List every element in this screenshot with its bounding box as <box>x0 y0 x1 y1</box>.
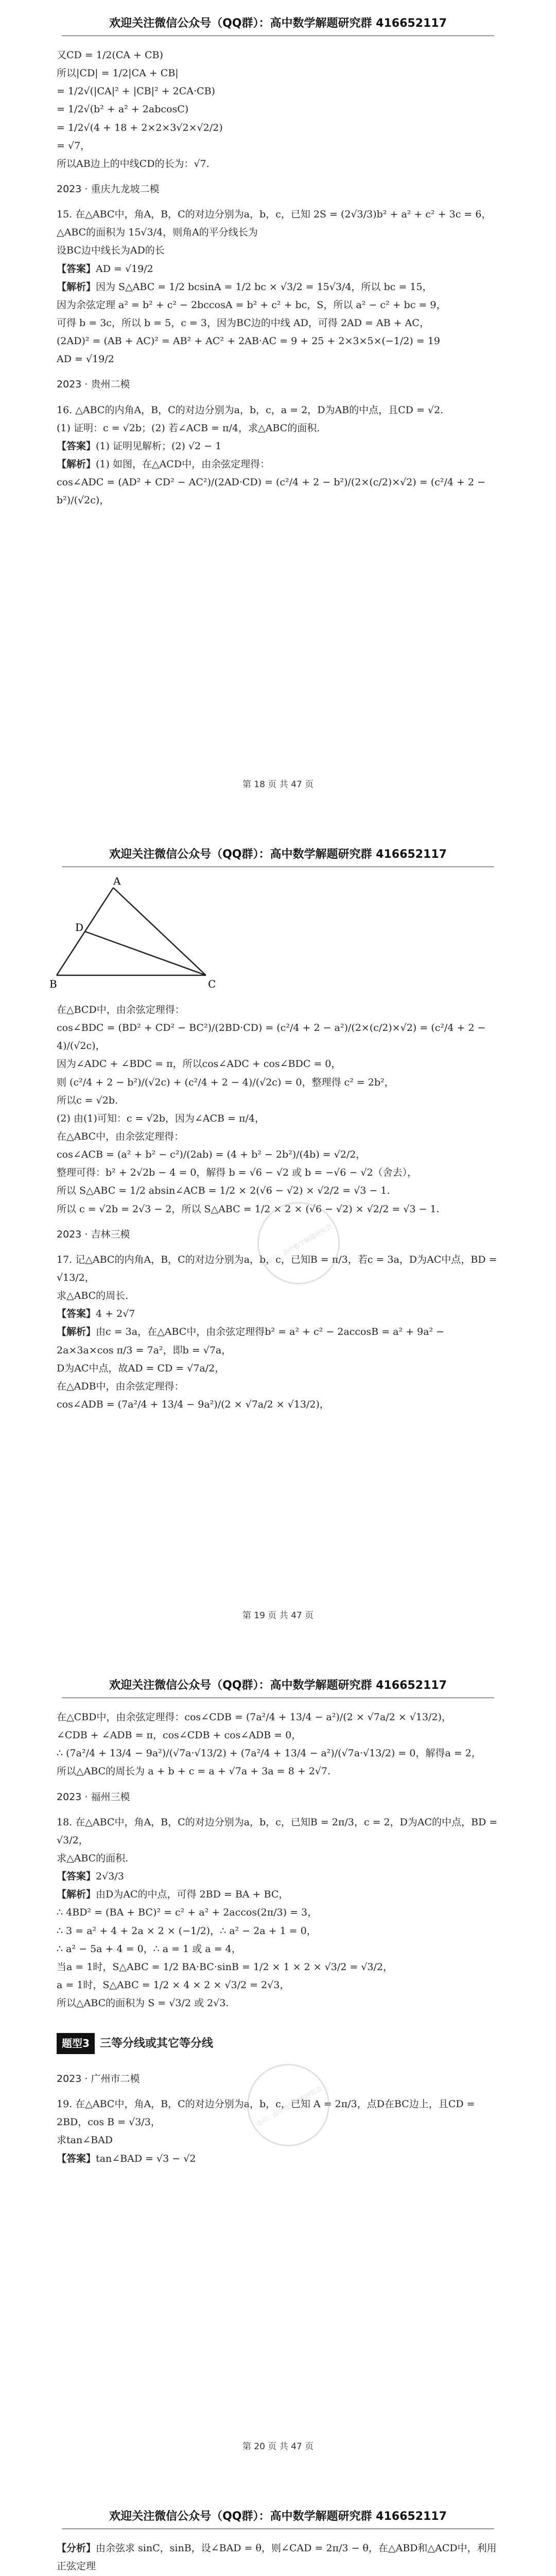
page-footer: 第 18 页 共 47 页 <box>242 779 314 790</box>
document-page-3 <box>0 1662 556 2493</box>
text-line: = 1/2√(|CA|² + |CB|² + 2CA·CB) <box>57 86 215 97</box>
page-content <box>57 2539 499 2576</box>
answer-line: 【解析】由D为AC的中点，可得 2BD = BA + BC， <box>57 1889 289 1901</box>
text-line: 19. 在△ABC中，角A，B，C的对边分别为a，b，c，已知 A = 2π/3，点D在BC边上，且CD = 2BD，cos B = √3/3， <box>57 2098 475 2128</box>
document-page-2 <box>0 831 556 1662</box>
text-line: (2AD)² = (AB + AC)² = AB² + AC² + 2AB·AC = 9 + 25 + 2×3×5×(−1/2) = 19 <box>57 335 440 347</box>
text-line: ∴ 4BD² = (BA + BC)² = c² + a² + 2accos(2π/3) = 3， <box>57 1907 318 1919</box>
document-page-1 <box>0 0 556 831</box>
text-line: 又CD = 1/2(CA + CB) <box>57 49 163 61</box>
page-content <box>57 46 499 510</box>
page-header: 欢迎关注微信公众号（QQ群）：高中数学解题研究群 416652117 <box>62 845 494 867</box>
figure-label-b: B <box>49 978 57 990</box>
text-line: 所以△ABC的周长为 a + b + c = a + √7a + 3a = 8 + 2√7. <box>57 1766 331 1777</box>
source-line: 2023 · 贵州二模 <box>57 379 130 391</box>
watermark-stamp: 众号：高中数学解题研究会 <box>242 1187 355 1300</box>
text-line: ∴ a² − 5a + 4 = 0，∴ a = 1 或 a = 4， <box>57 1943 241 1955</box>
text-line: 所以|CD| = 1/2|CA + CB| <box>57 67 179 79</box>
text-line: = 1/2√(4 + 18 + 2×2×3√2×√2/2) <box>57 122 223 133</box>
topic-heading <box>57 2033 499 2055</box>
answer-line: 【解析】由c = 3a，在△ABC中，由余弦定理得b² = a² + c² − 2accosB = a² + 9a² − 2a×3a×cos π/3 = 7a²，即b = √7a， <box>57 1326 445 1356</box>
blank-line <box>57 368 499 376</box>
answer-line: 【分析】由余弦求 sinC，sinB，设∠BAD = θ，则∠CAD = 2π/3 − θ，在△ABD和△ACD中，利用正弦定理 <box>57 2543 497 2572</box>
page-header: 欢迎关注微信公众号（QQ群）：高中数学解题研究群 416652117 <box>62 1676 494 1698</box>
watermark-stamp: 众号：高中数学解题研究会 <box>232 2049 345 2162</box>
text-line: 求△ABC的面积. <box>57 1852 129 1864</box>
source-line: 2023 · 福州三模 <box>57 1791 130 1803</box>
source-line: 2023 · 吉林三模 <box>57 1228 130 1240</box>
triangle-figure <box>46 877 221 996</box>
text-line: 因为余弦定理 a² = b² + c² − 2bccosA = b² + c² + bc，S，所以 a² − c² + bc = 9， <box>57 299 446 311</box>
text-line: 在△ADB中，由余弦定理得： <box>57 1380 184 1392</box>
figure-label-d: D <box>75 921 84 934</box>
text-line: (1) 证明：c = √2b；(2) 若∠ACB = π/4，求△ABC的面积. <box>57 422 320 434</box>
text-line: 16. △ABC的内角A，B，C的对边分别为a，b，c，a = 2，D为AB的中点，且CD = √2. <box>57 404 444 416</box>
blank-line <box>57 173 499 180</box>
blank-line <box>57 394 499 401</box>
text-line: ∴ 3 = a² + 4 + 2a × 2 × (−1/2)，∴ a² − 2a + 1 = 0， <box>57 1925 317 1937</box>
text-line: (2) 由(1)可知：c = √2b，因为∠ACB = π/4， <box>57 1112 265 1124</box>
source-line: 2023 · 广州市二模 <box>57 2073 140 2084</box>
answer-line: 【答案】(1) 证明见解析；(2) √2 − 1 <box>57 440 222 452</box>
page-header: 欢迎关注微信公众号（QQ群）：高中数学解题研究群 416652117 <box>62 14 494 36</box>
text-line: 所以AB边上的中线CD的长为：√7. <box>57 158 210 170</box>
blank-line <box>57 1781 499 1788</box>
text-line: D为AC中点，故AD = CD = √7a/2， <box>57 1362 225 1374</box>
text-line: 所以c = √2b. <box>57 1094 118 1106</box>
text-line: 可得 b = 3c，所以 b = 5，c = 3，因为BC边的中线 AD，可得 2AD = AB + AC， <box>57 317 429 329</box>
blank-line <box>57 2012 499 2020</box>
answer-line: 【答案】tan∠BAD = √3 − √2 <box>57 2153 196 2164</box>
text-line: 因为∠ADC + ∠BDC = π，所以cos∠ADC + cos∠BDC = 0， <box>57 1058 341 1070</box>
text-line: 所以△ABC的面积为 S = √3/2 或 2√3. <box>57 1997 229 2009</box>
text-line: 所以 c = √2b = 2√3 − 2，所以 S△ABC = 1/2 × 2 × (√6 − √2) × √2/2 = √3 − 1. <box>57 1203 440 1215</box>
text-line: ∴ (7a²/4 + 13/4 − 9a²)/(√7a·√13/2) + (7a²/4 + 13/4 − a²)/(√7a·√13/2) = 0，解得a = 2， <box>57 1748 481 1759</box>
figure-label-c: C <box>208 978 216 990</box>
answer-line: 【解析】(1) 如图，在△ACD中，由余弦定理得： <box>57 458 270 470</box>
text-line: 17. 记△ABC的内角A，B，C的对边分别为a，b，c，已知B = π/3，若c = 3a，D为AC中点，BD = √13/2， <box>57 1253 497 1283</box>
answer-line: 【答案】4 + 2√7 <box>57 1308 135 1320</box>
topic-tag: 题型3 <box>57 2033 95 2054</box>
text-line: cos∠BDC = (BD² + CD² − BC²)/(2BD·CD) = (c²/4 + 2 − a²)/(2×(c/2)×√2) = (c²/4 + 2 − 4)/(√2c)， <box>57 1022 486 1052</box>
page-footer: 第 20 页 共 47 页 <box>242 2442 314 2452</box>
text-line: 18. 在△ABC中，角A，B，C的对边分别为a，b，c，已知B = 2π/3，c = 2，D为AC的中点，BD = √3/2， <box>57 1816 498 1846</box>
text-line: 15. 在△ABC中，角A，B，C的对边分别为a，b，c，已知 2S = (2√3/3)b² + a² + c² + 3c = 6，△ABC的面积为 15√3/4，则角A的平分线长为 <box>57 209 492 239</box>
text-line: cos∠ADB = (7a²/4 + 13/4 − 9a²)/(2 × √7a/2 × √13/2)， <box>57 1398 329 1410</box>
source-line: 2023 · 重庆九龙坡二模 <box>57 183 160 195</box>
text-line: a = 1时，S△ABC = 1/2 × 4 × 2 × √3/2 = 2√3， <box>57 1979 290 1991</box>
text-line: 求tan∠BAD <box>57 2134 113 2146</box>
text-line: 求△ABC的周长. <box>57 1290 129 1302</box>
blank-line <box>57 1806 499 1814</box>
page-footer: 第 19 页 共 47 页 <box>242 1611 314 1621</box>
text-line: 整理可得：b² + 2√2b − 4 = 0，解得 b = √6 − √2 或 b = −√6 − √2（舍去）， <box>57 1167 418 1179</box>
topic-title: 三等分线或其它等分线 <box>99 2037 213 2050</box>
text-line: 则 (c²/4 + 2 − b²)/(√2c) + (c²/4 + 2 − 4)/(√2c) = 0，整理得 c² = 2b²， <box>57 1076 394 1088</box>
text-line: 所以 S△ABC = 1/2 absin∠ACB = 1/2 × 2(√6 − √2) × √2/2 = √3 − 1. <box>57 1185 390 1197</box>
blank-line <box>57 198 499 206</box>
text-line: 在△CBD中，由余弦定理得：cos∠CDB = (7a²/4 + 13/4 − a²)/(2 × √7a/2 × √13/2)， <box>57 1711 451 1723</box>
document-page-4 <box>0 2493 556 2576</box>
text-line: AD = √19/2 <box>57 353 114 365</box>
text-line: = √7， <box>57 140 91 151</box>
answer-line: 【答案】2√3/3 <box>57 1871 124 1883</box>
text-line: 在△ABC中，由余弦定理得： <box>57 1130 184 1142</box>
answer-line: 【解析】因为 S△ABC = 1/2 bcsinA = 1/2 bc × √3/2 = 15√3/4，所以 bc = 15， <box>57 281 432 293</box>
text-line: cos∠ADC = (AD² + CD² − AC²)/(2AD·CD) = (c²/4 + 2 − b²)/(2×(c/2)×√2) = (c²/4 + 2 − b²)/(√2c)， <box>57 477 485 506</box>
page-header: 欢迎关注微信公众号（QQ群）：高中数学解题研究群 416652117 <box>62 2507 494 2529</box>
text-line: 设BC边中线长为AD的长 <box>57 245 165 257</box>
text-line: ∠CDB + ∠ADB = π，cos∠CDB + cos∠ADB = 0， <box>57 1730 302 1741</box>
text-line: 在△BCD中，由余弦定理得： <box>57 1004 185 1015</box>
text-line: 当a = 1时，S△ABC = 1/2 BA·BC·sinB = 1/2 × 1 × 2 × √3/2 = √3/2， <box>57 1961 393 1973</box>
answer-line: 【答案】AD = √19/2 <box>57 263 153 275</box>
text-line: cos∠ACB = (a² + b² − c²)/(2ab) = (4 + b² − 2b²)/(4b) = √2/2， <box>57 1149 366 1161</box>
text-line: = 1/2√(b² + a² + 2abcosC) <box>57 104 189 115</box>
figure-label-a: A <box>113 877 121 887</box>
